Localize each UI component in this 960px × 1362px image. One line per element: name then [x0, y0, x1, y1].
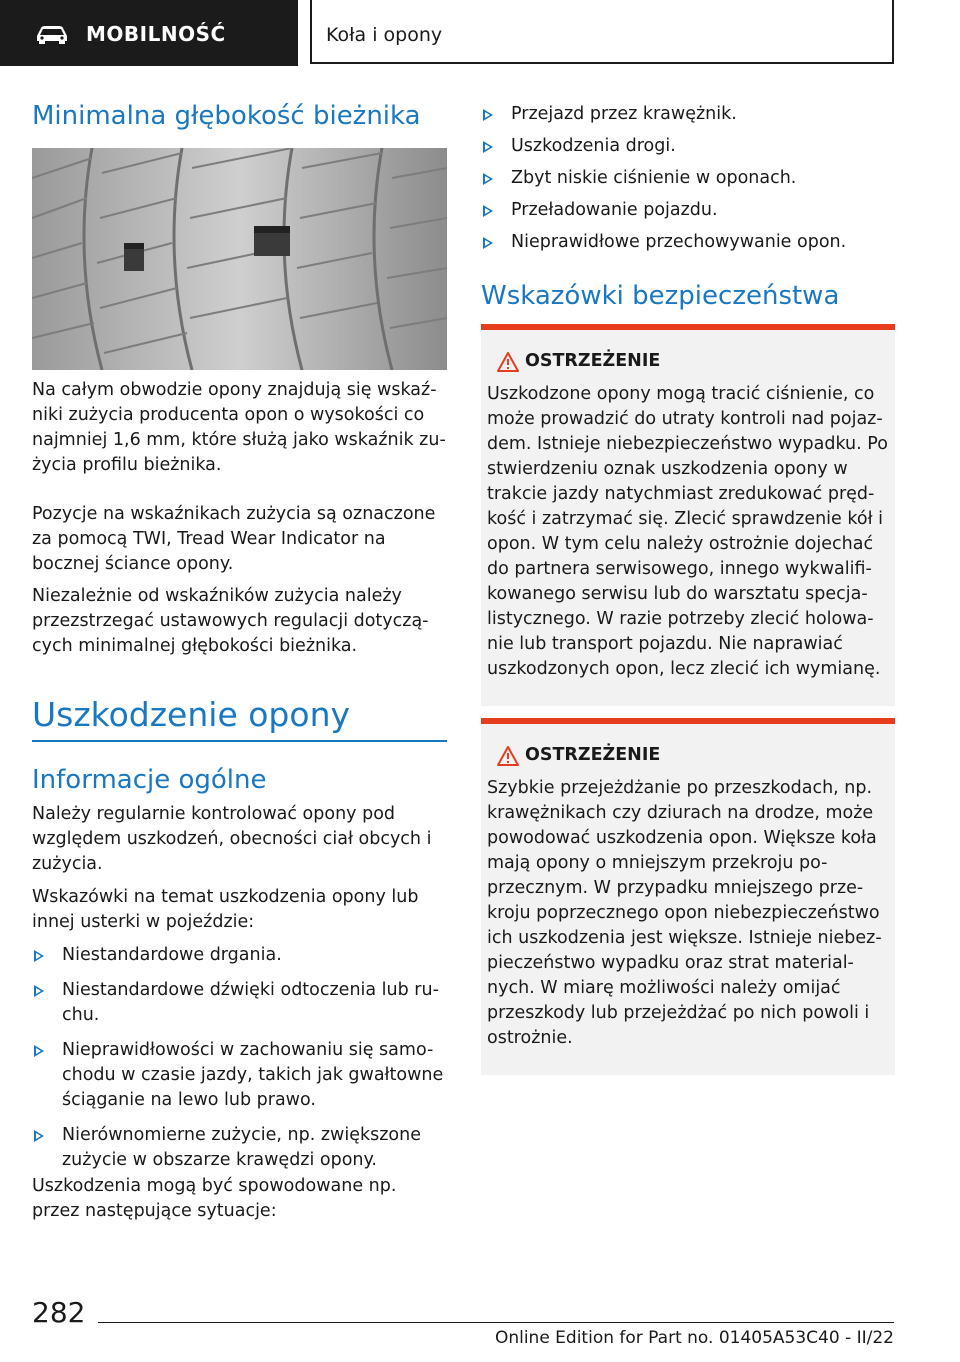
triangle-bullet-icon: [34, 950, 44, 962]
tire-tread-image: [32, 148, 447, 370]
triangle-bullet-icon: [483, 109, 493, 121]
list-item: Nieprawidłowości w zachowaniu się samo-chodu w czasie jazdy, takich jak gwałtowne ściąganie na lewo lub prawo.: [32, 1038, 447, 1113]
warning-triangle-icon: [497, 352, 519, 372]
damage-causes-list: [481, 102, 895, 262]
tire-tread-illustration: [32, 148, 447, 370]
triangle-bullet-icon: [483, 205, 493, 217]
warning-text: Szybkie przejeżdżanie po przeszkodach, np. krawężnikach czy dziurach na drodze, może powodować uszkodzenia opon. Większe koła mają opony o mniejszym przekroju po-przecznym. W przypadku mniejszego prze-kroju poprzecznego opon niebezpieczeństwo ich uszkodzenia jest większe. Istnieje niebez-pieczeństwo wypadku oraz strat material-nych. W miarę możliwości należy omijać przeszkody lub przejeżdżać po nich powoli i ostrożnie.: [487, 778, 882, 1048]
car-icon: [34, 24, 70, 44]
list-item: Przeładowanie pojazdu.: [481, 198, 895, 223]
paragraph-regulations: Niezależnie od wskaźników zużycia należy przezstrzegać ustawowych regulacji dotyczą-cych minimalnej głębokości bieżnika.: [32, 586, 429, 656]
paragraph-damage-signs-intro: Wskazówki na temat uszkodzenia opony lub innej usterki w pojeździe:: [32, 887, 419, 932]
list-item: Niestandardowe dźwięki odtoczenia lub ru-chu.: [32, 978, 447, 1028]
triangle-bullet-icon: [483, 173, 493, 185]
list-item: Nierównomierne zużycie, np. zwiększone zużycie w obszarze krawędzi opony.: [32, 1123, 447, 1173]
list-item: Nieprawidłowe przechowywanie opon.: [481, 230, 895, 255]
section-divider: [32, 740, 447, 742]
warning-title: OSTRZEŻENIE: [525, 745, 661, 765]
warning-text: Uszkodzone opony mogą tracić ciśnienie, co może prowadzić do utraty kontroli nad pojaz-dem. Istnieje niebezpieczeństwo wypadku. Po stwierdzeniu oznak uszkodzenia opony w trakcie jazdy natychmiast zredukować pręd-kość i zatrzymać się. Zlecić sprawdzenie kół i opon. W tym celu należy ostrożnie dojechać do partnera serwisowego, innego wykwalifi-kowanego serwisu lub do warsztatu specja-listycznego. W razie potrzeby zlecić holowa-nie lub transport pojazdu. Nie naprawiać uszkodzonych opon, lecz zlecić ich wymianę.: [487, 384, 888, 679]
paragraph-twi-positions: Pozycje na wskaźnikach zużycia są oznaczone za pomocą TWI, Tread Wear Indicator na bocznej ściance opony.: [32, 504, 436, 574]
footer-divider: [98, 1322, 894, 1323]
section-tab: [0, 0, 298, 66]
general-info-heading: Informacje ogólne: [32, 765, 267, 795]
warning-triangle-icon: [497, 746, 519, 766]
triangle-bullet-icon: [483, 141, 493, 153]
list-item: Uszkodzenia drogi.: [481, 134, 895, 159]
warning-box-damaged-tires: [481, 324, 895, 706]
chapter-title: Koła i opony: [326, 24, 443, 46]
triangle-bullet-icon: [483, 237, 493, 249]
paragraph-regular-check: Należy regularnie kontrolować opony pod względem uszkodzeń, obecności ciał obcych i zużycia.: [32, 804, 432, 874]
section-tab-label: MOBILNOŚĆ: [86, 22, 226, 46]
paragraph-wear-indicators: Na całym obwodzie opony znajdują się wskaź-niki zużycia producenta opon o wysokości co najmniej 1,6 mm, które służą jako wskaźnik zu-życia profilu bieżnika.: [32, 380, 446, 475]
list-item: Zbyt niskie ciśnienie w oponach.: [481, 166, 895, 191]
damage-signs-list: [32, 943, 447, 1183]
warning-title: OSTRZEŻENIE: [525, 351, 661, 371]
warning-box-obstacles: [481, 718, 895, 1075]
triangle-bullet-icon: [34, 985, 44, 997]
chapter-title-box: [310, 0, 894, 64]
page-number: 282: [32, 1296, 86, 1329]
list-item: Niestandardowe drgania.: [32, 943, 447, 968]
min-depth-heading: Minimalna głębokość bieżnika: [32, 101, 421, 131]
warning-bar: [481, 718, 895, 724]
triangle-bullet-icon: [34, 1130, 44, 1142]
warning-bar: [481, 324, 895, 330]
section-heading-tire-damage: Uszkodzenie opony: [32, 695, 351, 734]
list-item: Przejazd przez krawężnik.: [481, 102, 895, 127]
paragraph-damage-causes-intro: Uszkodzenia mogą być spowodowane np. przez następujące sytuacje:: [32, 1176, 397, 1221]
safety-tips-heading: Wskazówki bezpieczeństwa: [481, 281, 840, 311]
triangle-bullet-icon: [34, 1045, 44, 1057]
edition-note: Online Edition for Part no. 01405A53C40 - II/22: [494, 1328, 894, 1348]
